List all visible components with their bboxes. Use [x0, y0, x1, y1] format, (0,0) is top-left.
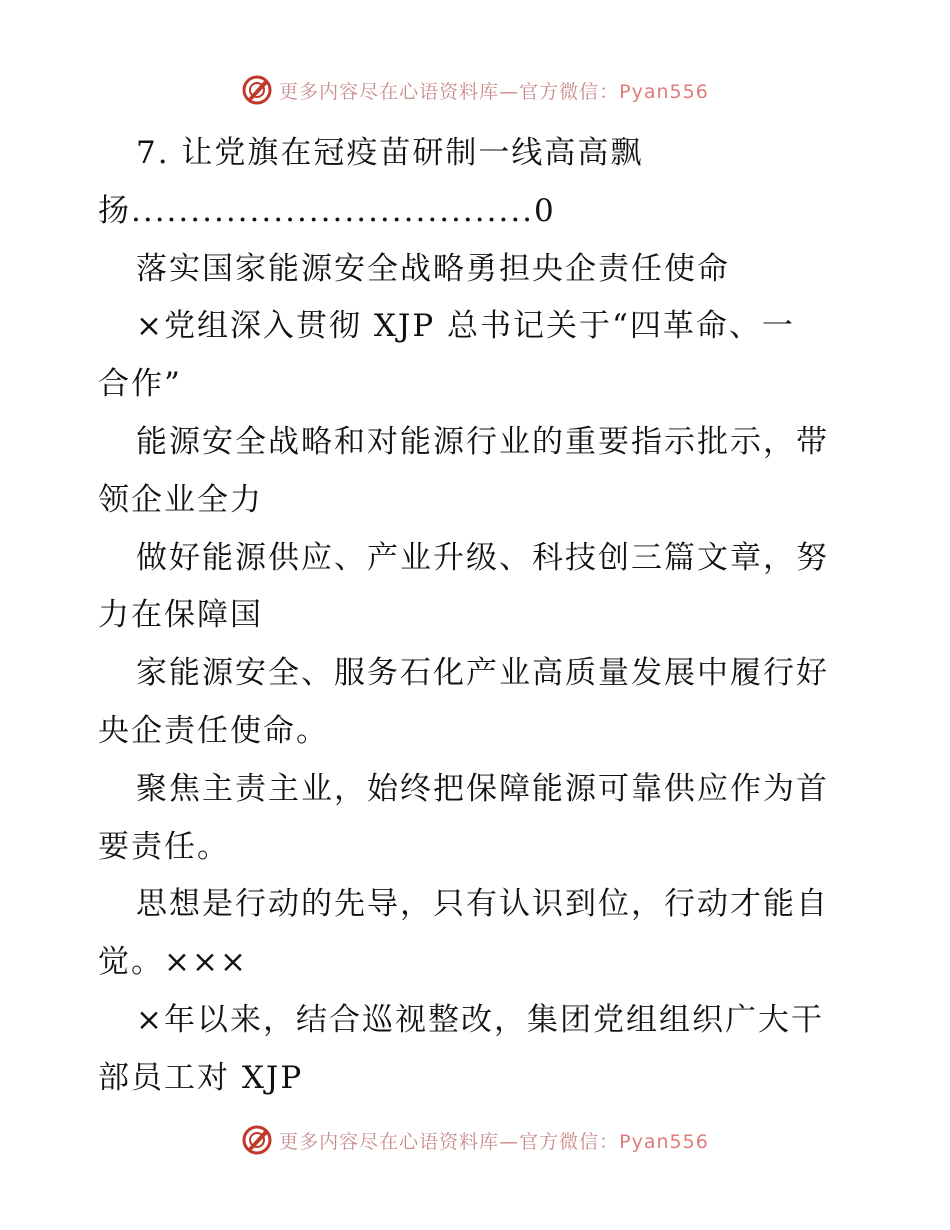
text-line: 家能源安全、服务石化产业高质量发展中履行好: [136, 655, 829, 692]
header-watermark-banner: [0, 70, 950, 110]
text-line: ×党组深入贯彻 XJP 总书记关于“四革命、一: [136, 308, 795, 345]
text-line: 扬..................................0: [98, 192, 556, 229]
brand-logo-icon: [241, 74, 273, 106]
text-line: 要责任。: [98, 828, 230, 865]
text-line: 落实国家能源安全战略勇担央企责任使命: [136, 250, 730, 287]
text-line: 做好能源供应、产业升级、科技创三篇文章，努: [136, 539, 829, 576]
banner-text: 更多内容尽在心语资料库—官方微信：: [279, 80, 620, 103]
text-line: ×年以来，结合巡视整改，集团党组组织广大干: [136, 1001, 824, 1038]
text-line: 思想是行动的先导，只有认识到位，行动才能自: [136, 886, 829, 923]
brand-logo-icon: [241, 1124, 273, 1156]
text-line: 力在保障国: [98, 597, 263, 634]
banner-wechat-id: Pyan556: [619, 1130, 709, 1153]
text-line: 领企业全力: [98, 481, 263, 518]
document-body: [98, 125, 858, 1108]
footer-watermark-banner: [0, 1120, 950, 1160]
text-line: 觉。×××: [98, 944, 248, 981]
text-line: 7. 让党旗在冠疫苗研制一线高高飘: [136, 135, 644, 171]
text-line: 部员工对 XJP: [98, 1059, 304, 1096]
banner-wechat-id: Pyan556: [619, 80, 709, 103]
banner-text: 更多内容尽在心语资料库—官方微信：: [279, 1130, 620, 1153]
text-line: 聚焦主责主业，始终把保障能源可靠供应作为首: [136, 770, 829, 807]
text-line: 合作”: [98, 366, 182, 403]
text-line: 央企责任使命。: [98, 712, 329, 749]
text-line: 能源安全战略和对能源行业的重要指示批示，带: [136, 423, 829, 460]
